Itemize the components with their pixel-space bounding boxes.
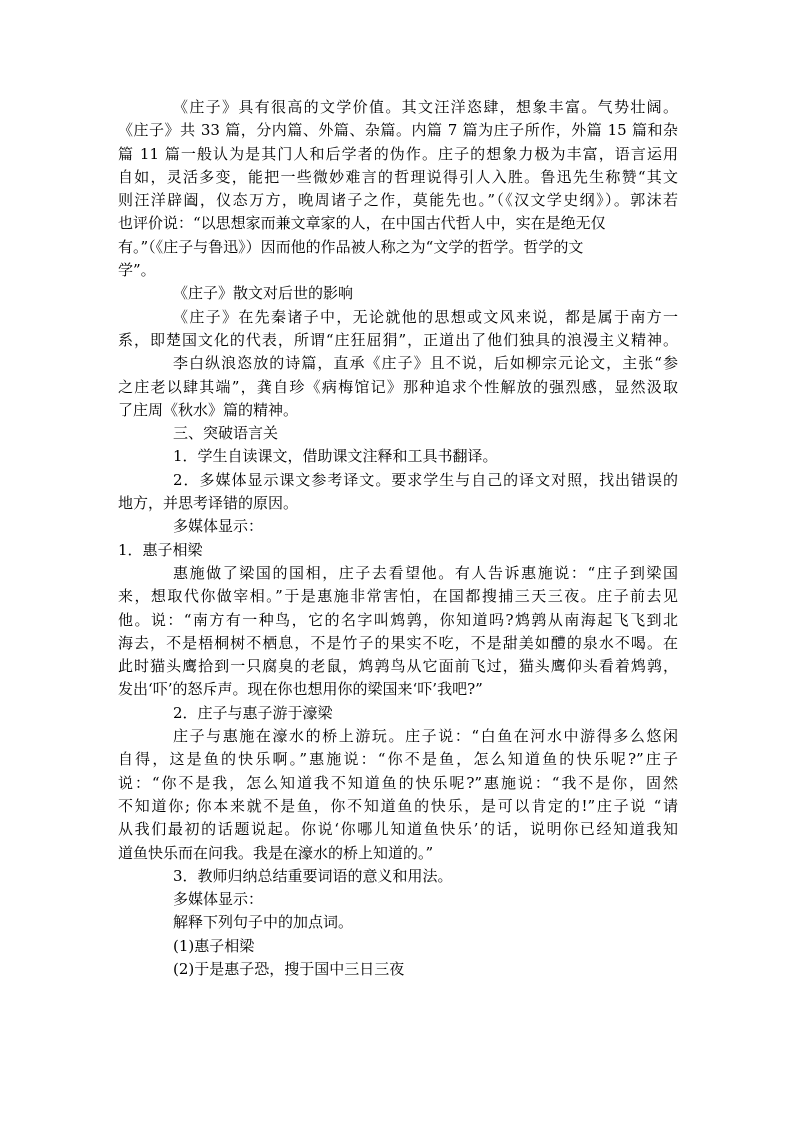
text-line: 之庄老以肆其端”，龚自珍《病梅馆记》那种追求个性解放的强烈感，显然汲取	[118, 377, 678, 396]
text-line: 海去，不是梧桐树不栖息，不是竹子的果实不吃，不是甜美如醴的泉水不喝。在	[118, 633, 678, 652]
text-line: 篇 11 篇一般认为是其门人和后学者的伪作。庄子的想象力极为丰富，语言运用	[118, 144, 678, 163]
text-line: 自得，这是鱼的快乐啊。”惠施说：“你不是鱼，怎么知道鱼的快乐呢?”庄子	[118, 750, 678, 769]
text-line: 不知道你; 你本来就不是鱼，你不知道鱼的快乐，是可以肯定的!”庄子说 “请	[118, 796, 678, 815]
text-line: 解释下列句子中的加点词。	[173, 913, 354, 932]
text-line: 惠施做了梁国的国相，庄子去看望他。有人告诉惠施说：“庄子到梁国	[173, 563, 678, 582]
text-line: 1．学生自读课文，借助课文注释和工具书翻译。	[173, 447, 498, 466]
text-line: 地方，并思考译错的原因。	[118, 494, 299, 513]
text-line: 多媒体显示：	[173, 517, 264, 536]
text-line: 3．教师归纳总结重要词语的意义和用法。	[173, 866, 453, 885]
text-line: 说：“你不是我，怎么知道我不知道鱼的快乐呢?”惠施说：“我不是你，固然	[118, 773, 678, 792]
text-line: 2．多媒体显示课文参考译文。要求学生与自己的译文对照，找出错误的	[173, 470, 678, 489]
text-line: 2．庄子与惠子游于濠梁	[173, 703, 333, 722]
text-line: 道鱼快乐而在问我。我是在濠水的桥上知道的。”	[118, 843, 434, 862]
text-line: (2)于是惠子恐，搜于国中三日三夜	[173, 959, 405, 978]
text-line: 多媒体显示：	[173, 890, 264, 909]
text-line: 来，想取代你做宰相。”于是惠施非常害怕，在国都搜捕三天三夜。庄子前去见	[118, 587, 678, 606]
text-line: 庄子与惠施在濠水的桥上游玩。庄子说：“白鱼在河水中游得多么悠闲	[173, 727, 678, 746]
document-body	[118, 96, 678, 981]
text-line: 《庄子》具有很高的文学价值。其文汪洋恣肆，想象丰富。气势壮阔。	[173, 98, 678, 116]
text-line: 《庄子》共 33 篇，分内篇、外篇、杂篇。内篇 7 篇为庄子所作，外篇 15 篇和杂	[118, 121, 678, 140]
text-line: 学”。	[118, 261, 156, 280]
text-line: 《庄子》在先秦诸子中，无论就他的思想或文风来说，都是属于南方一	[173, 307, 678, 326]
text-line: 有。”（《庄子与鲁迅》）因而他的作品被人称之为“文学的哲学。哲学的文	[118, 237, 584, 256]
text-line: 三、突破语言关	[173, 424, 279, 443]
text-line: 李白纵浪恣放的诗篇，直承《庄子》且不说，后如柳宗元论文，主张“参	[173, 354, 678, 373]
text-line: 了庄周《秋水》篇的精神。	[118, 400, 299, 419]
text-line: 也评价说：“以思想家而兼文章家的人，在中国古代哲人中，实在是绝无仅	[118, 214, 606, 233]
text-line: 发出‘吓’的怒斥声。现在你也想用你的梁国来‘吓’我吧?”	[118, 680, 483, 699]
text-line: 系，即楚国文化的代表，所谓“庄狂屈狷”，正道出了他们独具的浪漫主义精神。	[118, 330, 678, 349]
text-line: 他。说：“南方有一种鸟，它的名字叫鸩鹑，你知道吗?鸩鹑从南海起飞飞到北	[118, 610, 678, 629]
text-line: 此时猫头鹰拾到一只腐臭的老鼠，鸩鹑鸟从它面前飞过，猫头鹰仰头看着鸩鹑，	[118, 657, 678, 676]
text-line: 1．惠子相梁	[118, 540, 203, 559]
text-line: 《庄子》散文对后世的影响	[173, 284, 354, 303]
text-line: (1)惠子相梁	[173, 936, 255, 955]
text-line: 自如，灵活多变，能把一些微妙难言的哲理说得引人入胜。鲁迅先生称赞“其文	[118, 167, 678, 186]
text-line: 从我们最初的话题说起。你说‘你哪儿知道鱼快乐’的话，说明你已经知道我知	[118, 820, 678, 839]
text-line: 则汪洋辟阖，仪态万方，晚周诸子之作，莫能先也。”（《汉文学史纲》）。郭沫若	[118, 191, 678, 210]
